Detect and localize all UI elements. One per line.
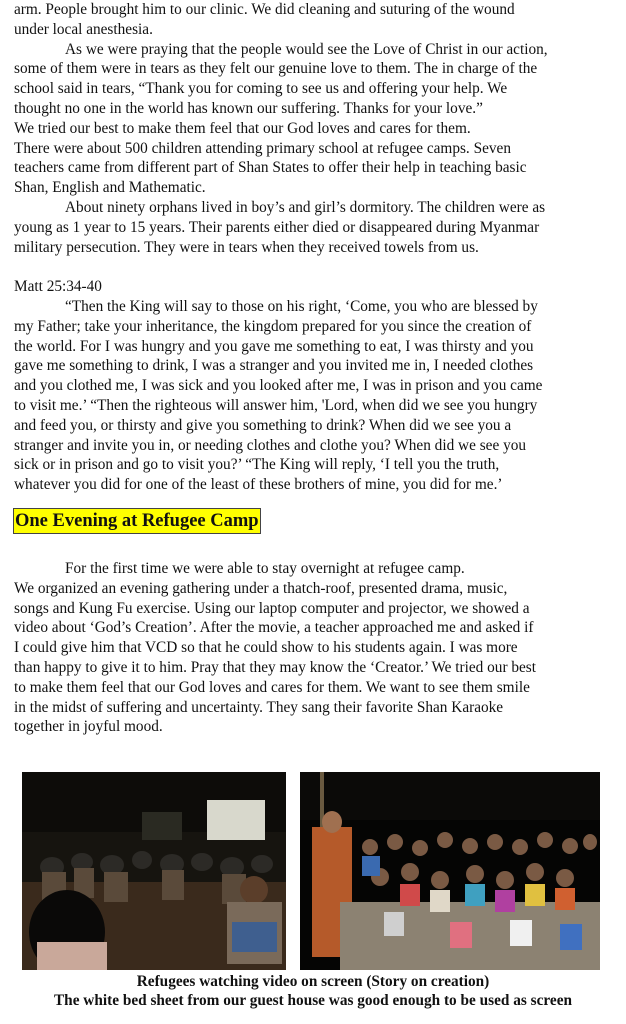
text-line: military persecution. They were in tears when they received towels from us. bbox=[14, 238, 479, 256]
photo-caption-line-2: The white bed sheet from our guest house was good enough to be used as screen bbox=[53, 992, 572, 1009]
document-page bbox=[14, 0, 612, 737]
text-line: thought no one in the world has known our suffering. Thanks for your love.” bbox=[14, 99, 483, 117]
scripture-line: whatever you did for one of the least of these brothers of mine, you did for me.’ bbox=[14, 476, 503, 494]
text-line: arm. People brought him to our clinic. We did cleaning and suturing of the wound bbox=[14, 1, 515, 18]
scripture-line: the world. For I was hungry and you gave me something to eat, I was thirsty and you bbox=[14, 337, 534, 355]
text-line: About ninety orphans lived in boy’s and girl’s dormitory. The children were as bbox=[65, 198, 546, 216]
text-line: together in joyful mood. bbox=[14, 718, 163, 736]
text-line: some of them were in tears as they felt our genuine love to them. The in charge of the bbox=[14, 60, 538, 78]
scripture-reference: Matt 25:34-40 bbox=[14, 278, 102, 296]
text-line: teachers came from different part of Shan States to offer their help in teaching basic bbox=[14, 159, 527, 177]
text-line: We organized an evening gathering under a thatch-roof, presented drama, music, bbox=[14, 579, 508, 597]
text-line: to make them feel that our God loves and cares for them. We want to see them smile bbox=[14, 678, 530, 696]
scripture-line: and you clothed me, I was sick and you looked after me, I was in prison and you came bbox=[14, 377, 543, 395]
section-title: One Evening at Refugee Camp bbox=[15, 510, 259, 531]
text-line: As we were praying that the people would see the Love of Christ in our action, bbox=[65, 40, 548, 58]
photo-refugees-watching-screen bbox=[22, 772, 286, 970]
scripture-line: gave me something to drink, I was a stranger and you invited me in, I needed clothes bbox=[14, 357, 534, 375]
text-line: young as 1 year to 15 years. Their parents either died or disappeared during Myanmar bbox=[14, 218, 540, 236]
scripture-line: my Father; take your inheritance, the kingdom prepared for you since the creation of bbox=[14, 317, 532, 335]
text-line: school said in tears, “Thank you for coming to see us and offering your help. We bbox=[14, 80, 508, 98]
text-line: For the first time we were able to stay overnight at refugee camp. bbox=[65, 559, 465, 577]
scripture-line: and feed you, or thirsty and give you something to drink? When did we see you a bbox=[14, 416, 512, 434]
text-line: than happy to give it to him. Pray that they may know the ‘Creator.’ We tried our best bbox=[14, 658, 537, 676]
photo-row bbox=[22, 772, 600, 970]
text-line: There were about 500 children attending primary school at refugee camps. Seven bbox=[14, 139, 511, 157]
blank-line bbox=[14, 257, 612, 277]
text-line: under local anesthesia. bbox=[14, 20, 153, 38]
scripture-line: sick or in prison and go to visit you?’ “The King will reply, ‘I tell you the truth, bbox=[14, 456, 500, 474]
scripture-line: stranger and invite you in, or needing clothes and clothe you? When did we see you bbox=[14, 436, 527, 454]
photo-caption-line-1: Refugees watching video on screen (Story on creation) bbox=[136, 973, 490, 990]
section-heading bbox=[14, 509, 612, 535]
text-line: in the midst of suffering and uncertainty. They sang their favorite Shan Karaoke bbox=[14, 698, 504, 716]
photo-refugee-crowd-at-night bbox=[300, 772, 600, 970]
text-line: video about ‘God’s Creation’. After the movie, a teacher approached me and asked if bbox=[14, 619, 534, 637]
scripture-line: “Then the King will say to those on his right, ‘Come, you who are blessed by bbox=[65, 297, 538, 315]
text-line: songs and Kung Fu exercise. Using our laptop computer and projector, we showed a bbox=[14, 599, 530, 617]
text-line: We tried our best to make them feel that our God loves and cares for them. bbox=[14, 119, 471, 137]
scripture-line: to visit me.’ “Then the righteous will answer him, 'Lord, when did we see you hungry bbox=[14, 396, 538, 414]
text-line: Shan, English and Mathematic. bbox=[14, 179, 206, 197]
text-line: I could give him that VCD so that he could show to his students again. I was more bbox=[14, 639, 518, 657]
